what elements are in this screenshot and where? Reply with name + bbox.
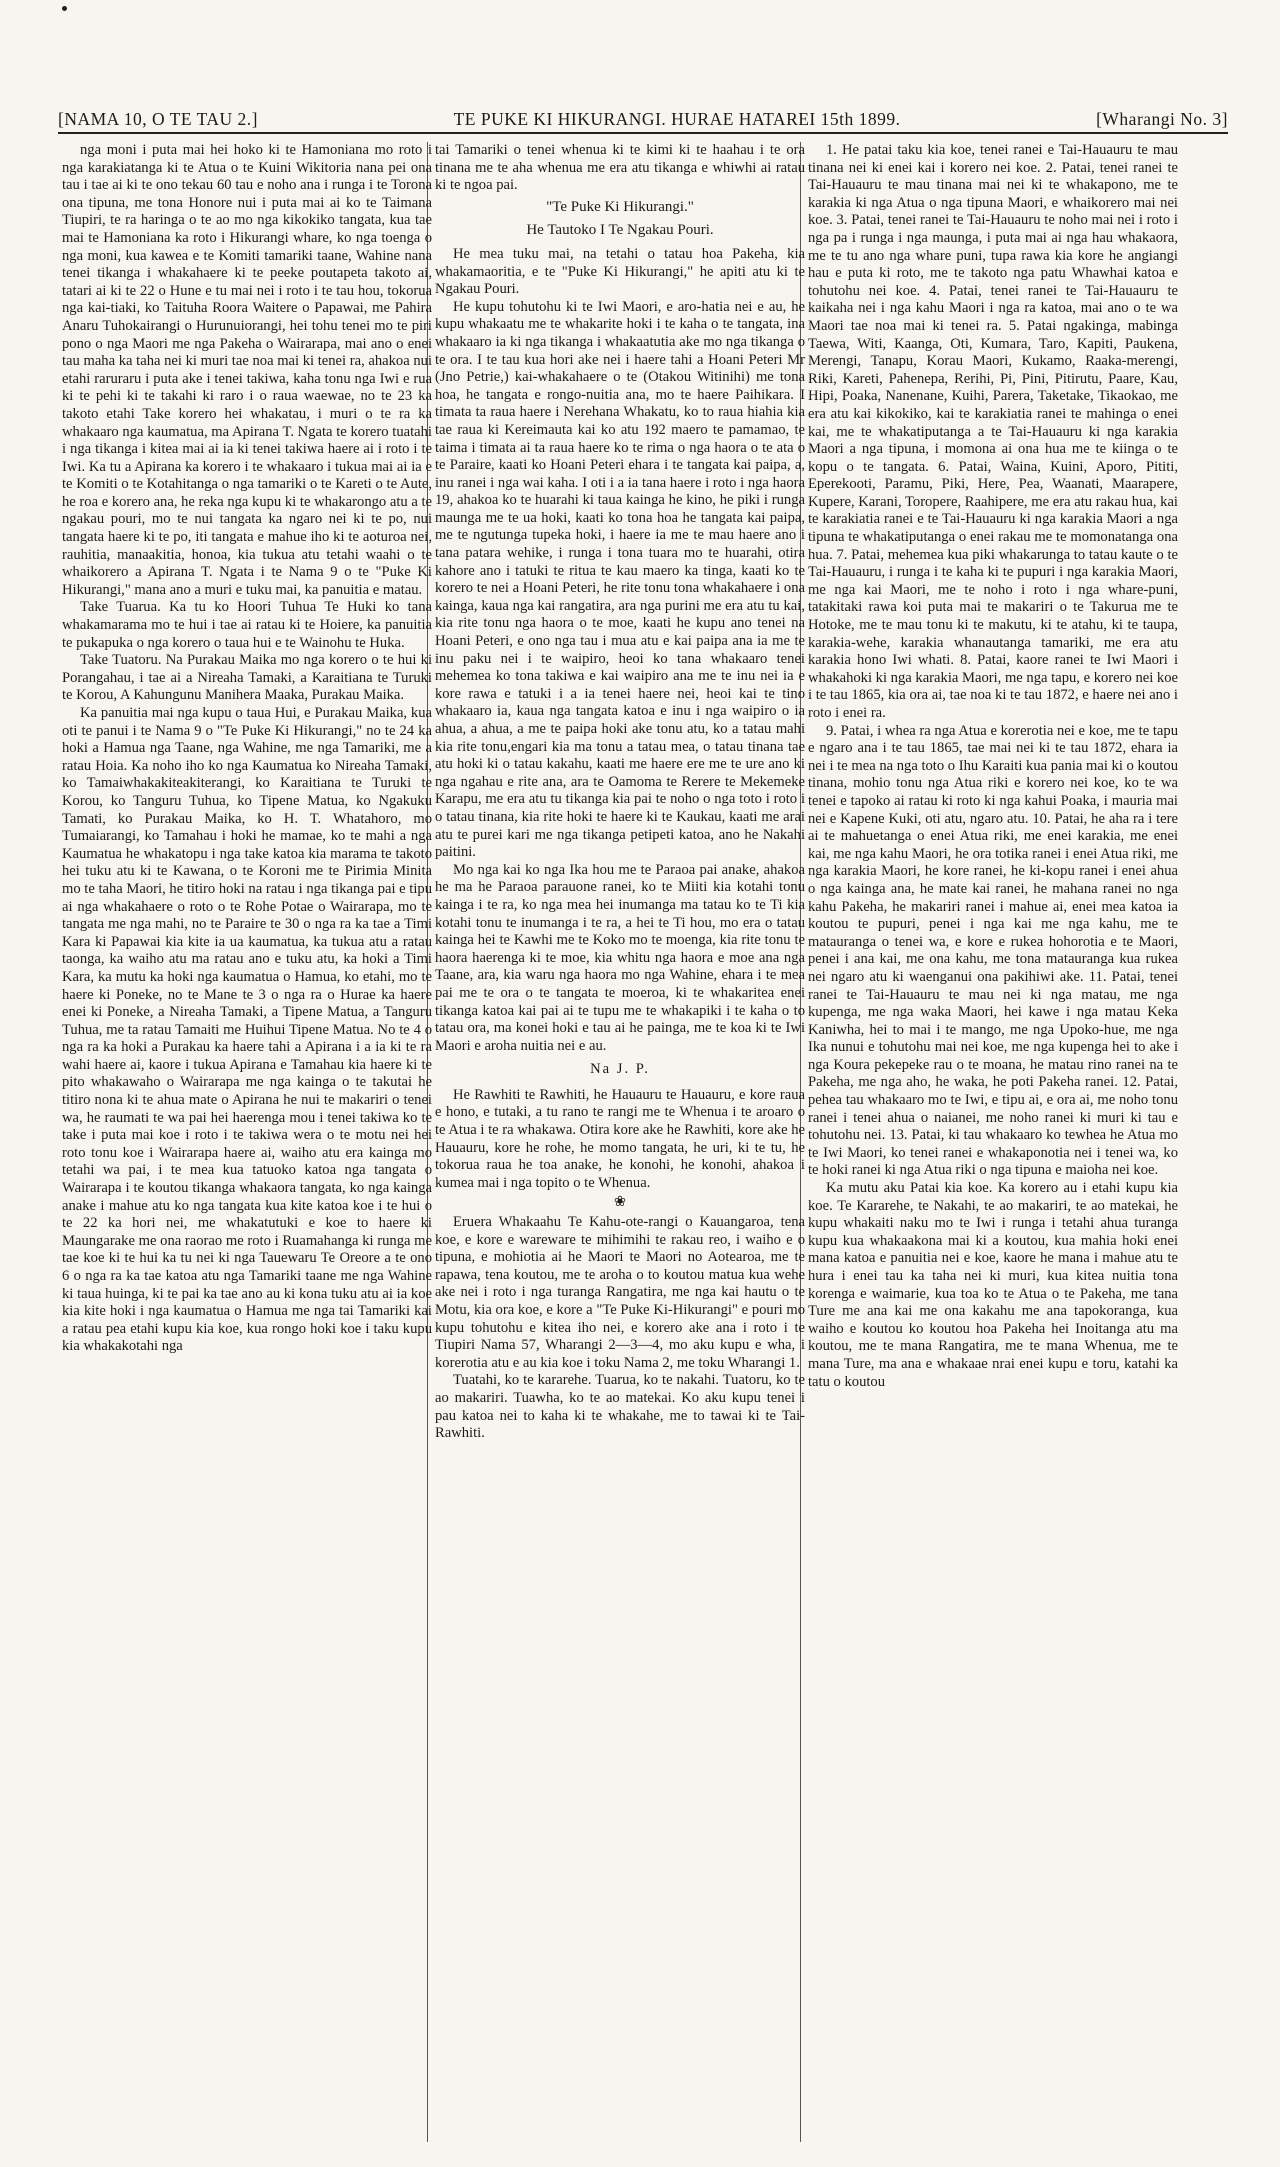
issue-number: [NAMA 10, O TE TAU 2.]	[58, 109, 258, 129]
paragraph: tai Tamariki o tenei whenua ki te kimi ki te haahau i te ora tinana me te aha whenua me era atu tikanga e whiwhi ai ratau ki te ngoa pai.	[435, 142, 805, 194]
paragraph: Mo nga kai ko nga Ika hou me te Paraoa pai anake, ahakoa he ma he Paraoa parauone ranei, ko te Miiti kia kotahi tonu kainga i te ra, ko nga mea hei inumanga ma tatau ko te Ti kia kotahi tonu te inumanga i te ra, a hei te Ti hou, mo era o tatau kainga hei te Kawhi me te Koko mo te moenga, kia rite tonu te haora haerenga ki te moe, kia whitu nga haora e moe ana nga Taane, ara, kia waru nga haora mo nga Wahine, ehara i te mea pai me te ora o te tangata te moeroa, ki te whakaritea enei tikanga katoa kai pai ai te tupu me te whakapiki i te kaha o to tatau ora, ma konei hoki e tau ai he painga, me te koa ki te Iwi Maori e aroha nuitia nei e au.	[435, 861, 805, 1054]
paragraph: He kupu tohutohu ki te Iwi Maori, e aro-hatia nei e au, he kupu whakaatu me te whakarite hoki i te kaha o te tangata, ina whakaaro ia ki nga tikanga i whakaatutia ake mo nga tikanga o te ora. I te tau kua hori ake nei i haere tahi a Hoani Peteri Mr (Jno Petrie,) kai-whakahaere o te (Otakou Witinihi) me tona hoa, he tangata e rongo-nuitia ana, mo te haere Paihikara. I timata ta raua haere i Nerehana Whakatu, ko to raua hiahia kia tae raua ki Kereimauta kai ko atu 192 maero te pamamao, te taima i timata ai ta raua haere ko te rima o nga haora o te ata o te Paraire, kaati ko Hoani Peteri ehara i te tangata kai paipa, a, inu ranei i nga wai kaha. I oti i a ia tana haere i roto i nga haora 19, ahakoa ko te huarahi ki taua kainga he kino, he piki i runga maunga me te ua hoki, kaati ko tona hoa he tangata kai paipa, me te ngutunga tupeka hoki, i haere ia me te mau haere ano i tana patara wehike, i runga i tona tuara mo te huarahi, otira kahore ano i tatuki te ritua te kau maero ka tinga, kaati ko te korero te nei a Hoani Peteri, he rite tonu tona whakahaere i ona kainga, kaua nga kai rangatira, ara nga purini me era atu tu kai, kia rite tonu nga haora o te moe, kaati he kupu ano tenei na Hoani Peteri, e ono nga tau i mua atu e kai paipa ana ia me te inu paku nei i te waipiro, heoi ko tana whakaaro tenei mehemea ko tona takiwa e kai waipiro ana me te inu nei ia e kore rawa e tatuki i a ia tenei haere nei, heoi kai te tino whakaaro ia, kaua nga tangata katoa e inu i nga waipiro o ia ahua, a ahua, a me te paipa hoki ake tonu atu, ko a tatau mahi kia rite tonu,engari kia ma tonu a tatau mea, o tatau tinana tae atu hoki ki o tatau kakahu, kaati me haere ere me te ure ano ki nga ngahau e rite ana, ara te Oamoma te Rerere te Mekemeke Karapu, me era atu tu tikanga kia pai te noho o nga toto i roto i o tatau tinana, kia rite hoki te haere ki te Kaukau, kaati me arai atu te purei kari me nga tikanga petipeti katoa, ano he Nakahi paitini.	[435, 298, 805, 861]
signoff: Na J. P.	[590, 1061, 650, 1078]
paragraph: Ka panuitia mai nga kupu o taua Hui, e Purakau Maika, kua oti te panui i te Nama 9 o "Te Puke Ki Hikurangi," no te 24 ka hoki a Hamua nga Taane, nga Wahine, me nga Tamariki, me a ratau Hoia. Ka noho iho ko nga Kaumatua ko Nireaha Tamaki, ko Tamaiwhakakiteakiterangi, ko Karaitiana te Turuki te Korou, ko Tanguru Tuhua, ko Tipene Matua, ko Ngakuku Tamati, ko Purakau Maika, ko H. T. Whatahoro, mo Tumaiarangi, ko Tamahau i hoki he mamae, ko te mahi a nga Kaumatua he whakatopu i nga take katoa kia marama te takoto hei tuku atu ki te Kawana, o te Koroni me te Pirimia Minita mo te taha Maori, he titiro hoki na ratau i nga tikanga pai e tipu ai nga whakahaere o roto o te Rohe Potae o Wairarapa, mo te tangata me nga mahi, no te Paraire te 30 o nga ra ka tae a Timi Kara ki Papawai kia kite ia ua kaumatua, ka tukua atu a ratau taonga, ka waiho atu ma ratau ano e tuku atu, ka hoki a Timi Kara, ka mutu ka hoki nga kaumatua o Hamua, ko etahi, mo te haere ki Poneke, no te Mane te 3 o nga ra o Hurae ka haere enei ki Poneke, a Nireaha Tamaki, a Tipene Matua, a Tanguru Tuhua, me ta ratau Tamaiti me Huihui Tipene Matua. No te 4 o nga ra ka hoki a Purakau ka haere tahi a Apirana i a ia ki te ra wahi haere ai, kaore i tukua Apirana e Tamahau kia haere ki te pito whakawaho o Wairarapa me nga kainga o te takutai he titiro nona ki te ahua mate o Apirana he nui te makariri o tenei wa, he raumati te wa pai hei haerenga mou i tenei takiwa ko te take i puta mai koe i roto i te takiwa wera o te motu nei hei roto tonu koe i Wairarapa haere ai, waiho atu era kainga mo tetahi wa pai, i te mea kua tatuoko katoa nga tangata o Wairarapa i te koutou tikanga whakaora tangata, ko nga kainga anake i mahue atu ko nga tangata kua kite katoa koe i te hui o te 22 ka hori nei, me whakatutuki e koe to haere ki Maungarake me ona raorao me roto i Ruamahanga ki runga me tae koe ki te hui ka tu nei ki nga Tauewaru Te Oreore a te ono 6 o nga ra ka tae katoa atu nga Tamariki taane me nga Wahine ki taua huinga, ki te pai ka tae ano au ki kona tuku atu ai ia koe kia kite hoki i nga kaumatua o Hamua me nga tai Tamariki kai a ratau pea etahi kupu kia koe, kua rongo hoki koe i taku kupu kia whakakotahi nga	[62, 705, 432, 1355]
publication-quote: "Te Puke Ki Hikurangi."	[546, 198, 694, 215]
paragraph: Tuatahi, ko te kararehe. Tuarua, ko te nakahi. Tuatoru, ko te ao makariri. Tuawha, ko te ao matekai. Ko aku kupu tenei i pau katoa nei to kaha ki te whakahe, me to tawai ki te Tai-Rawhiti.	[435, 1372, 805, 1442]
column-3	[808, 142, 1178, 2142]
paragraph: Take Tuatoru. Na Purakau Maika mo nga korero o te hui ki Porangahau, i tae ai a Nireaha Tamaki, a Karaitiana te Turuki te Korou, A Kahungunu Manihera Maaka, Purakau Maika.	[62, 652, 432, 704]
paragraph: He mea tuku mai, na tetahi o tatau hoa Pakeha, kia whakamaoritia, e te "Puke Ki Hikurangi," he apiti atu ki te Ngakau Pouri.	[435, 245, 805, 298]
masthead-date: TE PUKE KI HIKURANGI. HURAE HATAREI 15th 1899.	[453, 109, 901, 129]
header-rule	[58, 132, 1228, 134]
paragraph: Take Tuarua. Ka tu ko Hoori Tuhua Te Huki ko tana whakamarama mo te hui i tae ai ratau ki te Hoiere, ka panuitia te pukapuka o nga korero o taua hui e te Wainohu te Huka.	[62, 599, 432, 651]
paragraph: Eruera Whakaahu Te Kahu-ote-rangi o Kauangaroa, tena koe, e kore e wareware te mihimihi te rakau reo, i waiho e o tipuna, e mohiotia ai he Maori te Maori no Aotearoa, me te rapawa, tena koutou, me te aroha o to koutou matua kua wehe ake nei i roto i nga turanga Rangatira, me nga kai hautu o te Motu, kia ora koe, e kore a "Te Puke Ki-Hikurangi" e pouri mo kupu tohutohu e kitea iho nei, e korero ake ana i roto i te Tiupiri Nama 57, Wharangi 2—3—4, mo aku kupu e wha, i korerotia atu e au kia koe i toku Nama 2, me toku Wharangi 1.	[435, 1214, 805, 1371]
page-number: [Wharangi No. 3]	[1096, 109, 1228, 129]
ornament-icon: ❀	[613, 1194, 627, 1211]
column-2	[435, 142, 805, 2142]
page-header	[58, 100, 1228, 130]
article-title: He Tautoko I Te Ngakau Pouri.	[526, 222, 714, 239]
paragraph: nga moni i puta mai hei hoko ki te Hamoniana mo roto i nga karakiatanga ki te Atua o te Kuini Wikitoria nana pei ona tau i tae ai ki te ono tekau 60 tau e noho ana i runga i te Torona ona tipuna, me tona Honore nui i puta mai ai ko te Taimana Tiupiri, te ra haringa o te ao mo nga kikokiko tangata, kua tae mai te Hamoniana ka roto i Hikurangi whare, ko nga toenga o nga moni, kua kawea e te Komiti tamariki taane, Wahine nana tenei tikanga i whakahaere ki te peeke poutapeta takoto ai, tatari ai ki te 22 o Hune e tu mai nei i roto i te tau hou, tokorua nga kai-tiaki, ko Taituha Roora Waitere o Papawai, me Pahira Anaru Tuhokairangi o Hurunuiorangi, hei tohu tenei mo te piri pono o nga Maori me nga Pakeha o Wairarapa, mai ano o enei tau maha ka taha nei ki muri tae noa mai ki tenei ra, ahakoa nui etahi raruraru i puta ake i tenei takiwa, kaha tonu nga Iwi e rua ki te pehi ki te takahi ki raro i o raua waewae, no te 23 ka takoto etahi Take korero hei whakatau, i muri o te ra ka whakaaro nga kaumatua, ma Apirana T. Ngata te korero tuatahi i nga tikanga i kitea mai ai ia ki tenei takiwa haere ai i roto i te Iwi. Ka tu a Apirana ka korero i te whakaaro i tukua mai ai ia e te Komiti o te Kotahitanga o nga tamariki o te Kareti o te Aute, he roa e korero ana, he reka nga kupu ki te whakarongo atu a te ngakau pouri, mo te nui tangata ka ngaro nei ki te po, nui tangata haere ki te po, iti tangata e mahue iho ki te aoturoa nei, rauhitia, manaakitia, honoa, kia tukua atu tetahi waahi o te whaikorero a Apirana T. Ngata i te Nama 9 o te "Puke Ki Hikurangi," mana ano a muri e tuku mai, ka panuitia e matau.	[62, 142, 432, 598]
paragraph: 1. He patai taku kia koe, tenei ranei e Tai-Hauauru te mau tinana nei ki enei kai i korero nei koe. 2. Patai, tenei ranei te Tai-Hauauru te mau tinana mai nei ki te whakapono, me te karakia ki nga Atua o nga tipuna Maori, e whaikorero mai nei koe. 3. Patai, tenei ranei te Tai-Hauauru te noho mai nei i roto i nga pa i runga i nga maunga, i puta mai ai nga hau whakaora, me te tu ano nga whare puni, tupa rawa kia kore he angiangi hau e puta ki roto, me te takoto nga patu Whawhai katoa e tohutohu nei koe. 4. Patai, tenei ranei te Tai-Hauauru te kaikaha nei i nga kahu Maori i nga ra katoa, mai ano o te wa Maori tae noa mai ki tenei ra. 5. Patai ngakinga, mabinga Taewa, Witi, Kaanga, Oti, Kumara, Taro, Kapiti, Paukena, Merengi, Tanapu, Korau Maori, Kukamo, Raaka-merengi, Riki, Kareti, Pahenepa, Rerihi, Pi, Pini, Pitirutu, Paare, Kau, Hipi, Poaka, Nanenane, Kuihi, Parera, Taketake, Tikaokao, me era atu kai kikokiko, kai te karakiatia ranei te mahinga o enei kai, me te whakatiputanga a te Tai-Hauauru ki nga karakia Maori a nga tipuna, i momona ai ona hua me te kiinga o te kopu o te tangata. 6. Patai, Waina, Kuini, Aporo, Pititi, Eperekooti, Paramu, Piki, Here, Pea, Waanati, Maarapere, Kupere, Karani, Toropere, Raahipere, me era atu rakau hua, kai te karakiatia ranei e te Tai-Hauauru ki nga karakia Maori a nga tipuna te whakatiputanga o enei rakau me te momonatanga ona hua. 7. Patai, mehemea kua piki whakarunga to tatau kaute o te Tai-Hauauru, i runga i te kaha ki te pupuri i nga karakia Maori, me nga kai Maori, me te noho i roto i nga whare-puni, tatakitaki rawa koi puta mai te makariri o te Takurua me te Hotoke, me te mau tonu ki te makutu, ki te atahu, ki te taupa, karakia-wehe, karakia whanautanga tamariki, me era atu karakia hono Iwi whati. 8. Patai, kaore ranei te Iwi Maori i whakahoki ki nga karakia Maori, me nga tapu, e korero nei koe i te tau 1865, kia ora ai, tae noa ki te tau 1872, e haere nei ano i roto i enei ra.	[808, 142, 1178, 721]
ink-speck	[62, 6, 67, 11]
paragraph: 9. Patai, i whea ra nga Atua e korerotia nei e koe, me te tapu e ngaro ana i te tau 1865, tae mai nei ki te tau 1872, ehara ia nei i te mea na nga toto o Ihu Karaiti kua pania mai ki o koutou tinana, mohio tonu nga Atua riki e korero nei koe, ko te wa tenei e tapoko ai ratau ki roto ki nga kahui Poaka, i mauria mai nei e Kapene Kuki, oti atu, ngaro atu. 10. Patai, he aha ra i tere ai te mahuetanga o enei Atua riki, me enei karakia, me enei kai, me nga kahu Maori, he ora totika ranei i enei Atua riki, me nga karakia Maori, he kore ranei, he ki-kopu ranei i enei ahua o nga kainga ana, he mate kai ranei, he mahana ranei no nga kahu Pakeha, he makariri ranei i mahue ai, enei mea katoa ia koutou te pupuri, penei i nga kai me nga kahu, me te matauranga o tenei wa, e kore e rukea hohorotia e te Maori, penei i ana kai, me ona kahu, me tona matauranga kua rukea nei ngaro atu ki waenganui ona pakihiwi ake. 11. Patai, tenei ranei te Tai-Hauauru te mau nei ki nga matau, me nga kupenga, me nga waka Maori, hei kawe i nga matau Keka Kaniwha, hei to mai i te mango, me nga Upoko-hue, me nga Ika nunui e tohutohu mai nei koe, me nga kupenga hei to ake i nga Koura pekepeke rau o te moana, he matau rino ranei na te Pakeha, me nga aho, he waka, he poti Pakeha ranei. 12. Patai, pehea tau whakaaro mo te Iwi, e tipu ai, e ora ai, me noho tonu ranei i tenei ahua o naianei, me noho ranei ki muri ki tau e tohutohu nei. 13. Patai, ki tau whakaaro ko tewhea he Atua mo te Iwi Maori, ko tenei ranei e whakaponotia nei i tenei wa, ko te hoki ranei ki nga Atua riki o nga tipuna e maioha nei koe.	[808, 722, 1178, 1179]
paragraph: Ka mutu aku Patai kia koe. Ka korero au i etahi kupu kia koe. Te Kararehe, te Nakahi, te ao makariri, te ao matekai, he kupu whakaiti naku mo te Iwi i runga i tetahi ahua turanga kupu kua whakaakona mai ki a koutou, kua mahia hoki enei mana katoa e panuitia nei e koe, kaore he mana i mahue atu te hura i enei tau ka taha nei ki muri, kua kitea nuitia tona korenga e waimarie, kua toa ko te Atua o te Pakeha, me tana Ture me ana kai me ona kakahu me ana tapokoranga, kua waiho e koutou ko koutou hoa Pakeha hei Inoitanga atu ma koutou, me te mana Rangatira, me te mana Whenua, me te mana Ture, ma ana e whakaae nrai enei kupu e toru, katahi ka tatu o koutou	[808, 1180, 1178, 1390]
paragraph: He Rawhiti te Rawhiti, he Hauauru te Hauauru, e kore raua e hono, e tutaki, a tu rano te rangi me te Whenua i te aroaro o te Atua i te ra whakawa. Otira kore ake he Rawhiti, kore ake he Hauauru, kore he rohe, he momo tangata, he uri, ki te tu, he tokorua raua he toa anake, he konohi, he konohi, ahakoa i kumea mai i nga topito o te Whenua.	[435, 1086, 805, 1191]
column-1	[62, 142, 432, 2142]
